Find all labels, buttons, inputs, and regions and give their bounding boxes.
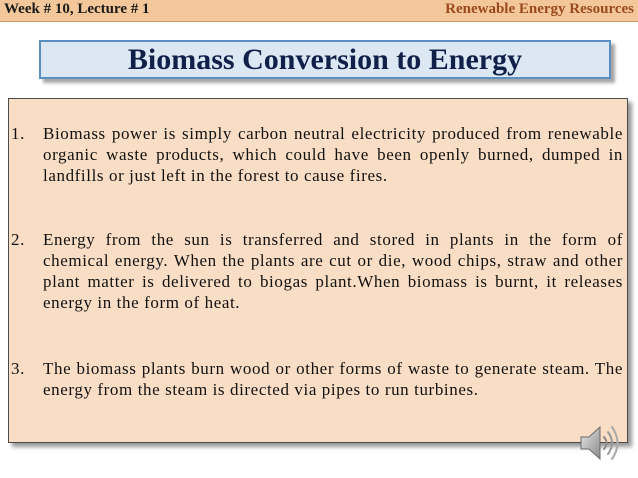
list-text: Energy from the sun is transferred and stored in plants in the form of chemical energy. When the plants are cut or die, wood chips, straw and other plant matter is delivered to biogas plant.When biomass is burnt, it releases energy in the form of heat. bbox=[43, 230, 623, 312]
header-bar bbox=[0, 0, 638, 22]
list-item bbox=[9, 123, 625, 186]
list-item bbox=[9, 358, 625, 400]
list-text: Biomass power is simply carbon neutral electricity produced from renewable organic waste products, which could have been openly burned, dumped in landfills or just left in the forest to cause fires. bbox=[43, 124, 623, 185]
list-number: 2. bbox=[11, 230, 25, 249]
slide-title-box bbox=[39, 40, 611, 79]
lecture-label: Week # 10, Lecture # 1 bbox=[4, 1, 150, 17]
list-number: 1. bbox=[11, 124, 25, 143]
list-number: 3. bbox=[11, 359, 25, 378]
course-title: Renewable Energy Resources bbox=[445, 1, 634, 17]
list-text: The biomass plants burn wood or other forms of waste to generate steam. The energy from the steam is directed via pipes to run turbines. bbox=[43, 359, 623, 399]
content-panel bbox=[8, 98, 628, 443]
slide-title: Biomass Conversion to Energy bbox=[127, 43, 523, 76]
list-item bbox=[9, 229, 625, 313]
speaker-icon[interactable] bbox=[578, 422, 620, 464]
